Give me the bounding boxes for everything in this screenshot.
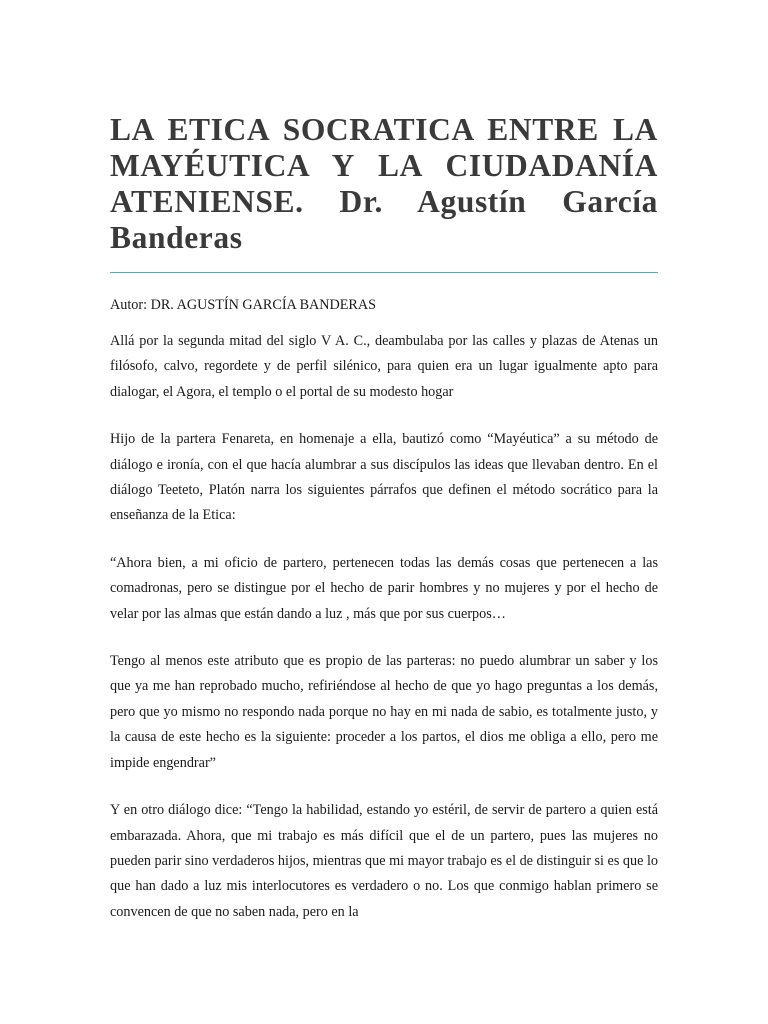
paragraph-4: Tengo al menos este atributo que es propio de las parteras: no puedo alumbrar un saber y los que ya me han reprobado mucho, refiriéndose al hecho de que yo hago preguntas a los demás, pero que yo mismo no respondo nada porque no hay en mi nada de sabio, es totalmente justo, y la causa de este hecho es la siguiente: proceder a los partos, el dios me obliga a ello, pero me impide engendrar”: [110, 653, 658, 771]
paragraph-5: Y en otro diálogo dice: “Tengo la habilidad, estando yo estéril, de servir de partero a quien está embarazada. Ahora, que mi trabajo es más difícil que el de un partero, pues las mujeres no pueden parir sino verdaderos hijos, mientras que mi mayor trabajo es el de distinguir si es que lo que han dado a luz mis interlocutores es verdadero o no. Los que conmigo hablan primero se convencen de que no saben nada, pero en la: [110, 802, 658, 920]
document-content: [110, 112, 658, 925]
author-line: Autor: DR. AGUSTÍN GARCÍA BANDERAS: [110, 297, 377, 313]
paragraph-1: Allá por la segunda mitad del siglo V A. C., deambulaba por las calles y plazas de Atenas un filósofo, calvo, regordete y de perfil silénico, para quien era un lugar igualmente apto para dialogar, el Agora, el templo o el portal de su modesto hogar: [110, 333, 658, 400]
paragraph-2: Hijo de la partera Fenareta, en homenaje a ella, bautizó como “Mayéutica” a su método de diálogo e ironía, con el que hacía alumbrar a sus discípulos las ideas que llevaban dentro. En el diálogo Teeteto, Platón narra los siguientes párrafos que definen el método socrático para la enseñanza de la Etica:: [110, 431, 658, 524]
document-title: LA ETICA SOCRATICA ENTRE LA MAYÉUTICA Y LA CIUDADANÍA ATENIENSE. Dr. Agustín García Banderas: [110, 112, 658, 255]
title-divider: [110, 272, 658, 273]
paragraph-3: “Ahora bien, a mi oficio de partero, pertenecen todas las demás cosas que pertenecen a las comadronas, pero se distingue por el hecho de parir hombres y no mujeres y por el hecho de velar por las almas que están dando a luz , más que por sus cuerpos…: [110, 554, 658, 622]
